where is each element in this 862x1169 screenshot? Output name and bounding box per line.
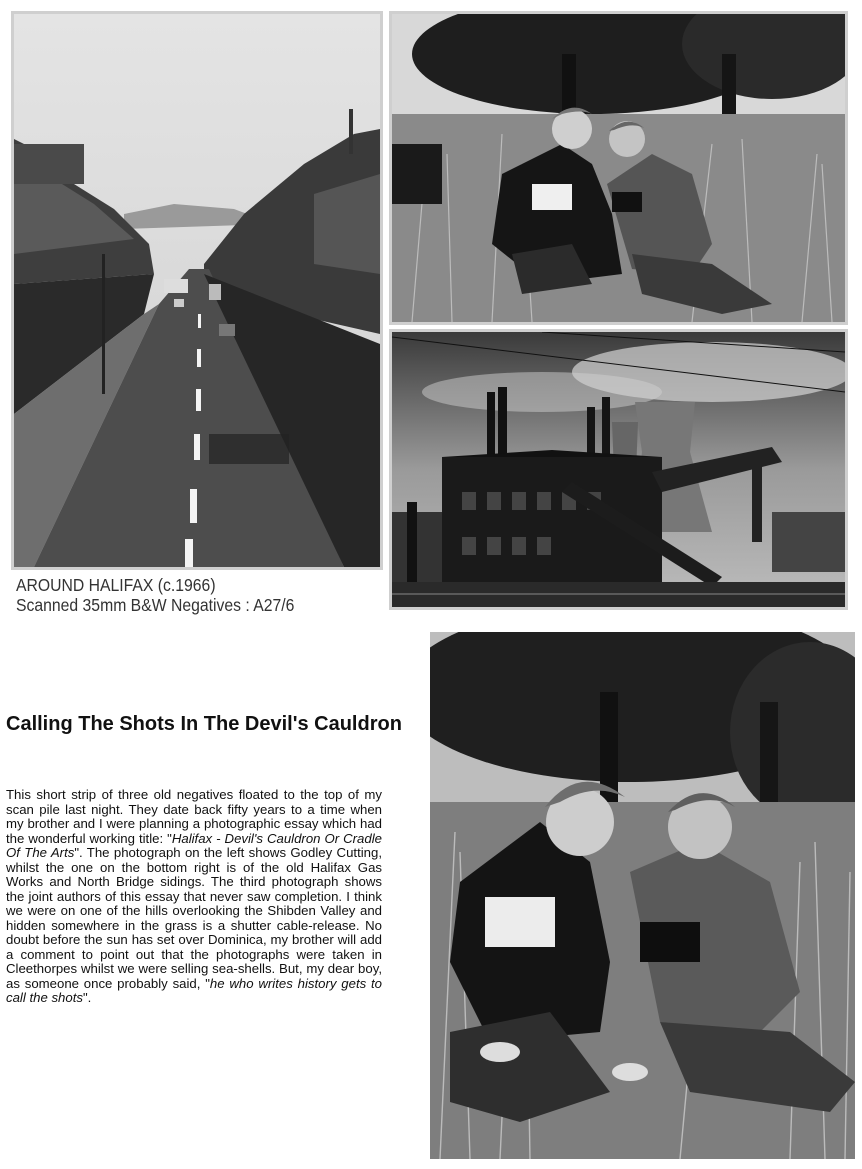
closing-quote: he who writes history gets to call the shots (6, 975, 382, 1005)
article-title: Calling The Shots In The Devil's Cauldron (6, 713, 402, 735)
caption-negative-ref: Scanned 35mm B&W Negatives : A27/6 (16, 595, 295, 615)
article-body (6, 788, 382, 1006)
body-text-part3: ". (82, 990, 92, 1005)
photo-joint-authors-small-image (392, 14, 845, 322)
body-text-part1: This short strip of three old negatives floated to the top of my scan pile last night. They date back fifty years to a time when my brother and I were planning a photographic essay which had the wonderful working title: " (6, 787, 382, 846)
essay-title: Halifax - Devil's Cauldron Or Cradle Of The Arts (6, 830, 382, 860)
photo-godley-cutting (11, 11, 383, 570)
caption-title: AROUND HALIFAX (c.1966) (16, 575, 216, 595)
photo-godley-cutting-image (14, 14, 380, 567)
photo-joint-authors-small (389, 11, 848, 325)
photo-joint-authors-large-image (430, 632, 855, 1159)
photo-joint-authors-large (430, 632, 855, 1159)
photo-caption (16, 575, 349, 615)
photo-halifax-gas-works (389, 329, 848, 610)
photo-halifax-gas-works-image (392, 332, 845, 607)
body-text-part2: ". The photograph on the left shows Godley Cutting, whilst the one on the bottom right is of the old Halifax Gas Works and North Bridge sidings. The third photograph shows the joint authors of this essay that never saw completion. I think we were on one of the hills overlooking the Shibden Valley and hidden somewhere in the grass is a shutter cable-release. No doubt before the sun has set over Dominica, my brother will add a comment to point out that the photographs were taken in Cleethorpes whilst we were selling sea-shells. But, my dear boy, as someone once probably said, " (6, 845, 382, 991)
